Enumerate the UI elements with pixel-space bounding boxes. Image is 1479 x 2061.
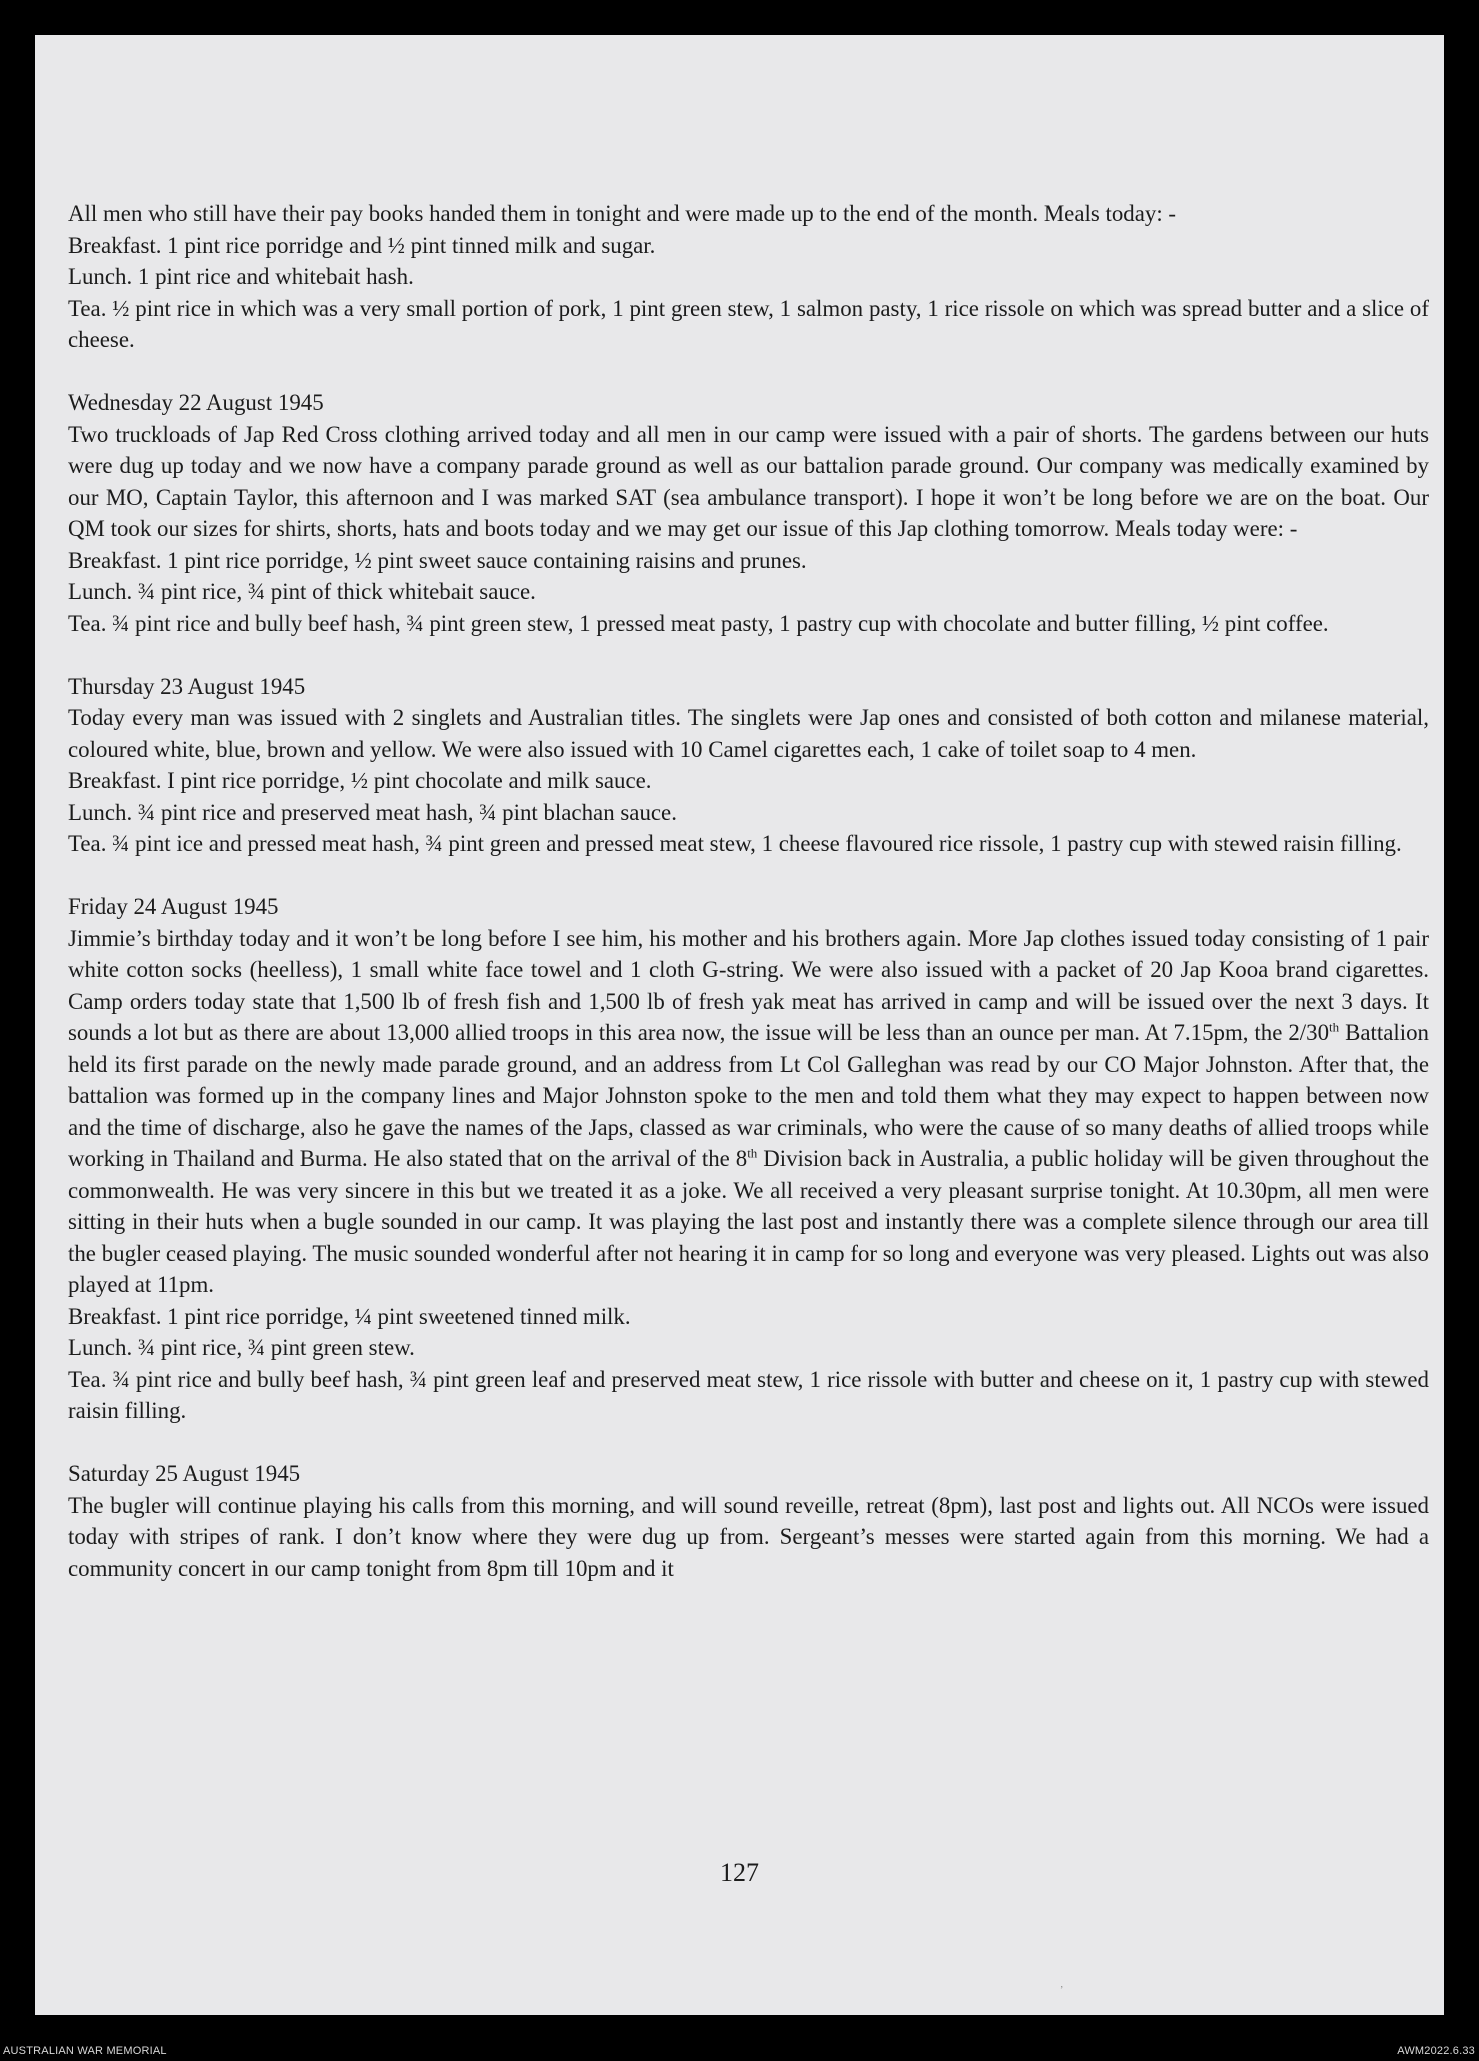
stray-mark: ’ bbox=[1060, 1985, 1064, 1996]
page-number: 127 bbox=[720, 1858, 759, 1887]
entry-date: Saturday 25 August 1945 bbox=[68, 1461, 301, 1486]
body-text: Battalion held its first parade on the newly made parade ground, and an address from Lt Col Galleghan was read by our CO Major Johnston. After that, the battalion was formed up in the company lines and Major Johnston spoke to the men and told them what they may expect to happen between now and the time of discharge, also he gave the names of the Japs, classed as war criminals, who were the cause of so many deaths of allied troops while working in Thailand and Burma. He also stated that on the arrival of the 8 bbox=[68, 1020, 1429, 1171]
meal-lunch: Lunch. ¾ pint rice, ¾ pint green stew. bbox=[68, 1335, 415, 1360]
entry-body: Two truckloads of Jap Red Cross clothing arrived today and all men in our camp were issued with a pair of shorts. The gardens between our huts were dug up today and we now have a company parade ground as well as our battalion parade ground. Our company was medically examined by our MO, Captain Taylor, this afternoon and I was marked SAT (sea ambulance transport). I hope it won’t be long before we are on the boat. Our QM took our sizes for shirts, shorts, hats and boots today and we may get our issue of this Jap clothing tomorrow. Meals today were: - bbox=[68, 421, 1429, 541]
diary-entry-21-august bbox=[68, 198, 1429, 356]
entry-date: Wednesday 22 August 1945 bbox=[68, 390, 324, 415]
meal-breakfast: Breakfast. 1 pint rice porridge, ¼ pint sweetened tinned milk. bbox=[68, 1303, 631, 1329]
ordinal-suffix: th bbox=[1329, 1019, 1340, 1035]
body-text: Division back in Australia, a public holiday will be given throughout the commonwealth. He was very sincere in this but we treated it as a joke. We all received a very pleasant surprise tonight. At 10.30pm, all men were sitting in their huts when a bugle sounded in our camp. It was playing the last post and instantly there was a complete silence through our area till the bugler ceased playing. The music sounded wonderful after not hearing it in camp for so long and everyone was very pleased. Lights out was also played at 11pm. bbox=[68, 1146, 1429, 1297]
entry-body: All men who still have their pay books handed them in tonight and were made up to the end of the month. Meals today: - bbox=[68, 201, 1177, 226]
body-text: Jimmie’s birthday today and it won’t be long before I see him, his mother and his brothers again. More Jap clothes issued today consisting of 1 pair white cotton socks (heelless), 1 small white face towel and 1 cloth G-string. We were also issued with a packet of 20 Jap Kooa brand cigarettes. Camp orders today state that 1,500 lb of fresh fish and 1,500 lb of fresh yak meat has arrived in camp and will be issued over the next 3 days. It sounds a lot but as there are about 13,000 allied troops in this area now, the issue will be less than an ounce per man. At 7.15pm, the 2/30 bbox=[68, 925, 1429, 1045]
diary-entry-24-august bbox=[68, 891, 1429, 1427]
meal-lunch: Lunch. ¾ pint rice, ¾ pint of thick whitebait sauce. bbox=[68, 579, 536, 604]
meal-tea: Tea. ¾ pint rice and bully beef hash, ¾ pint green leaf and preserved meat stew, 1 rice rissole with butter and cheese on it, 1 pastry cup with stewed raisin filling. bbox=[68, 1366, 1429, 1423]
meal-breakfast: Breakfast. 1 pint rice porridge and ½ pint tinned milk and sugar. bbox=[68, 232, 656, 258]
meal-lunch: Lunch. 1 pint rice and whitebait hash. bbox=[68, 264, 414, 289]
archive-credit: AUSTRALIAN WAR MEMORIAL bbox=[3, 2045, 167, 2057]
entry-date: Friday 24 August 1945 bbox=[68, 894, 279, 919]
diary-entry-25-august bbox=[68, 1458, 1429, 1584]
entry-body: The bugler will continue playing his calls from this morning, and will sound reveille, retreat (8pm), last post and lights out. All NCOs were issued today with stripes of rank. I don’t know where they were dug up from. Sergeant’s messes were started again from this morning. We had a community concert in our camp tonight from 8pm till 10pm and it bbox=[68, 1492, 1429, 1581]
meal-breakfast: Breakfast. I pint rice porridge, ½ pint chocolate and milk sauce. bbox=[68, 768, 652, 793]
meal-breakfast: Breakfast. 1 pint rice porridge, ½ pint sweet sauce containing raisins and prunes. bbox=[68, 547, 807, 573]
diary-text bbox=[68, 198, 1429, 1616]
scanned-page bbox=[35, 35, 1444, 2015]
archive-reference: AWM2022.6.33 bbox=[1397, 2045, 1475, 2057]
meal-tea: Tea. ¾ pint ice and pressed meat hash, ¾ pint green and pressed meat stew, 1 cheese flavoured rice rissole, 1 pastry cup with stewed raisin filling. bbox=[68, 831, 1402, 856]
meal-tea: Tea. ½ pint rice in which was a very small portion of pork, 1 pint green stew, 1 salmon pasty, 1 rice rissole on which was spread butter and a slice of cheese. bbox=[68, 295, 1429, 352]
entry-body: Today every man was issued with 2 singlets and Australian titles. The singlets were Jap ones and consisted of both cotton and milanese material, coloured white, blue, brown and yellow. We were also issued with 10 Camel cigarettes each, 1 cake of toilet soap to 4 men. bbox=[68, 705, 1429, 762]
meal-lunch: Lunch. ¾ pint rice and preserved meat hash, ¾ pint blachan sauce. bbox=[68, 799, 677, 825]
ordinal-suffix: th bbox=[747, 1145, 758, 1161]
meal-tea: Tea. ¾ pint rice and bully beef hash, ¾ pint green stew, 1 pressed meat pasty, 1 pastry cup with chocolate and butter filling, ½ pint coffee. bbox=[68, 610, 1329, 636]
diary-entry-23-august bbox=[68, 671, 1429, 860]
entry-body bbox=[68, 923, 1429, 1301]
entry-date: Thursday 23 August 1945 bbox=[68, 673, 306, 699]
diary-entry-22-august bbox=[68, 387, 1429, 639]
